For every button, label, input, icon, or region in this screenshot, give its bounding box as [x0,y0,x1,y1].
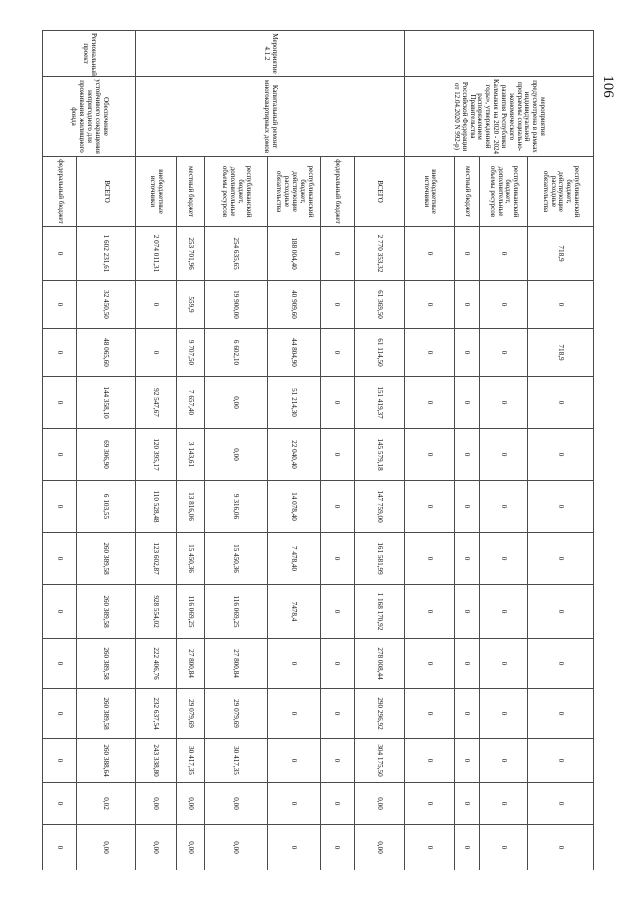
value-cell: 928 554,02 [136,585,177,639]
value-cell: 0 [268,639,320,689]
value-cell: 0 [480,689,528,739]
value-cell: 278 008,44 [354,639,404,689]
value-cell: 29 079,69 [177,689,204,739]
value-cell: 0 [455,227,480,281]
value-cell: 1 602 231,61 [77,227,136,281]
value-cell: 0 [527,825,593,871]
value-cell: 0,00 [354,825,404,871]
value-cell: 30 417,35 [177,739,204,783]
value-cell: 0 [268,689,320,739]
value-cell: 1 168 170,92 [354,585,404,639]
value-cell: 0,00 [204,377,268,429]
table-row [480,31,528,871]
value-cell: 120 395,17 [136,429,177,481]
value-cell: 0 [268,783,320,825]
value-cell: 0,00 [136,825,177,871]
value-cell: 7478,4 [268,585,320,639]
value-cell: 6 103,55 [77,481,136,533]
value-cell: 0 [455,639,480,689]
value-cell: 116 069,25 [177,585,204,639]
value-cell: 243 338,80 [136,739,177,783]
value-cell: 0,00 [204,825,268,871]
table-row [405,31,455,871]
value-cell: 0 [455,533,480,585]
value-cell: 48 065,60 [77,329,136,377]
value-cell: 32 450,50 [77,281,136,329]
value-cell: 7 657,40 [177,377,204,429]
budget-table-wrapper [42,30,594,870]
value-cell: 0 [43,429,77,481]
value-cell: 51 214,30 [268,377,320,429]
value-cell: 0 [480,585,528,639]
value-cell: 0 [527,281,593,329]
value-cell: 0 [320,825,354,871]
value-cell: 0 [405,329,455,377]
source-cell: федеральный бюджет [43,157,77,227]
value-cell: 0 [320,639,354,689]
value-cell: 61 369,50 [354,281,404,329]
value-cell: 0 [527,689,593,739]
table-row [204,31,268,871]
source-cell: федеральный бюджет [320,157,354,227]
value-cell: 0 [480,281,528,329]
budget-table [42,30,594,870]
value-cell: 161 581,99 [354,533,404,585]
value-cell: 30 417,35 [204,739,268,783]
value-cell: 0 [480,783,528,825]
source-cell: республиканский бюджет, действующие расходные обязательства [527,157,593,227]
value-cell: 0 [527,481,593,533]
value-cell: 0 [43,377,77,429]
value-cell: 0 [43,739,77,783]
value-cell: 29 079,69 [204,689,268,739]
page-number: 106 [599,75,616,98]
value-cell: 0 [527,783,593,825]
source-cell: внебюджетные источники [405,157,455,227]
table-row [320,31,354,871]
value-cell: 0 [455,739,480,783]
value-cell: 0,00 [204,429,268,481]
description-cell: Капитальный ремонт многоквартирных домов [136,77,405,157]
value-cell: 7 478,40 [268,533,320,585]
value-cell: 0 [455,825,480,871]
value-cell: 0 [320,585,354,639]
source-cell: ВСЕГО [77,157,136,227]
table-row [354,31,404,871]
value-cell: 40 909,60 [268,281,320,329]
value-cell: 0 [405,639,455,689]
value-cell: 110 528,48 [136,481,177,533]
value-cell: 44 804,90 [268,329,320,377]
value-cell: 0,00 [136,783,177,825]
value-cell: 2 074 011,31 [136,227,177,281]
value-cell: 0 [480,533,528,585]
value-cell: 0 [455,281,480,329]
value-cell: 0 [43,689,77,739]
value-cell: 0,02 [77,783,136,825]
value-cell: 0 [136,329,177,377]
value-cell: 0 [43,783,77,825]
value-cell: 92 547,67 [136,377,177,429]
value-cell: 61 114,50 [354,329,404,377]
value-cell: 2 770 353,32 [354,227,404,281]
source-cell: местный бюджет [177,157,204,227]
value-cell: 14 078,40 [268,481,320,533]
value-cell: 260 389,58 [77,533,136,585]
value-cell: 0 [43,227,77,281]
value-cell: 0 [480,377,528,429]
value-cell: 0 [405,227,455,281]
value-cell: 0 [268,825,320,871]
source-cell: местный бюджет [455,157,480,227]
table-row [527,31,593,871]
value-cell: 19 900,00 [204,281,268,329]
value-cell: 0,00 [204,783,268,825]
value-cell: 0 [455,585,480,639]
value-cell: 0 [405,429,455,481]
value-cell: 0 [455,481,480,533]
value-cell: 0 [43,281,77,329]
table-row [177,31,204,871]
value-cell: 22 040,40 [268,429,320,481]
value-cell: 0 [320,227,354,281]
value-cell: 0 [43,825,77,871]
source-cell: внебюджетные источники [136,157,177,227]
value-cell: 559,9 [177,281,204,329]
value-cell: 0 [405,281,455,329]
value-cell: 232 637,54 [136,689,177,739]
table-row [136,31,177,871]
value-cell: 0 [405,689,455,739]
description-cell: мероприятия предусмотрена в рамках индивидуальной программы социально-экономического развития Республики Калмыкия на 2020 - 2024 годы», утвержденной распоряжением Правительства Российской Федерации от 12.04.2020 N 992-р) [405,77,594,157]
value-cell: 0 [405,481,455,533]
value-cell: 0 [455,783,480,825]
table-row [43,31,77,871]
value-cell: 253 701,96 [177,227,204,281]
value-cell: 0 [527,585,593,639]
value-cell: 0 [405,825,455,871]
value-cell: 718,9 [527,227,593,281]
value-cell: 0 [43,533,77,585]
value-cell: 9 707,50 [177,329,204,377]
value-cell: 0 [480,825,528,871]
value-cell: 0 [480,227,528,281]
value-cell: 260 388,64 [77,739,136,783]
value-cell: 144 358,10 [77,377,136,429]
value-cell: 3 143,61 [177,429,204,481]
value-cell: 0 [527,739,593,783]
value-cell: 0 [480,481,528,533]
value-cell: 0 [320,329,354,377]
value-cell: 0 [527,533,593,585]
value-cell: 188 004,40 [268,227,320,281]
value-cell: 145 579,18 [354,429,404,481]
value-cell: 0 [480,329,528,377]
value-cell: 0 [136,281,177,329]
value-cell: 15 450,36 [177,533,204,585]
value-cell: 0 [455,377,480,429]
value-cell: 147 759,00 [354,481,404,533]
value-cell: 0 [405,783,455,825]
value-cell: 0 [320,377,354,429]
value-cell: 254 635,65 [204,227,268,281]
value-cell: 0 [455,429,480,481]
value-cell: 260 389,58 [77,689,136,739]
value-cell: 123 602,87 [136,533,177,585]
value-cell: 0 [320,281,354,329]
value-cell: 222 406,76 [136,639,177,689]
value-cell: 0 [455,689,480,739]
value-cell: 290 296,92 [354,689,404,739]
value-cell: 0 [320,533,354,585]
value-cell: 151 419,37 [354,377,404,429]
description-cell: Обеспечение устойчивого сокращения непригодного для проживания жилищного фонда [43,77,136,157]
value-cell: 0 [43,481,77,533]
source-cell: республиканский бюджет, дополнительные объемы ресурсов [480,157,528,227]
value-cell: 718,9 [527,329,593,377]
rotated-page [42,30,594,870]
value-cell: 13 816,06 [177,481,204,533]
value-cell: 27 800,84 [204,639,268,689]
value-cell: 0 [320,739,354,783]
value-cell: 9 316,06 [204,481,268,533]
value-cell: 0,00 [177,825,204,871]
value-cell: 0 [405,585,455,639]
value-cell: 0 [455,329,480,377]
source-cell: республиканский бюджет, действующие расходные обязательства [268,157,320,227]
value-cell: 260 389,58 [77,585,136,639]
value-cell: 69 306,90 [77,429,136,481]
source-cell: республиканский бюджет, дополнительные объемы ресурсов [204,157,268,227]
value-cell: 0 [405,377,455,429]
table-row [77,31,136,871]
value-cell: 27 800,84 [177,639,204,689]
value-cell: 0 [43,585,77,639]
value-cell: 0 [480,739,528,783]
value-cell: 0 [320,689,354,739]
value-cell: 0,00 [354,783,404,825]
value-cell: 0 [527,377,593,429]
value-cell: 116 069,25 [204,585,268,639]
value-cell: 0 [480,639,528,689]
value-cell: 6 602,10 [204,329,268,377]
value-cell: 15 450,36 [204,533,268,585]
source-cell: ВСЕГО [354,157,404,227]
value-cell: 0 [527,639,593,689]
value-cell: 0 [405,533,455,585]
value-cell: 0 [320,783,354,825]
value-cell: 0 [320,481,354,533]
activity-cell [405,31,594,77]
value-cell: 0 [268,739,320,783]
value-cell: 0 [480,429,528,481]
activity-cell: Региональный проект [43,31,136,77]
value-cell: 0 [43,329,77,377]
value-cell: 0 [527,429,593,481]
activity-cell: Мероприятие 4.1.2 [136,31,405,77]
value-cell: 0,00 [77,825,136,871]
value-cell: 260 389,58 [77,639,136,689]
table-row [268,31,320,871]
value-cell: 304 175,50 [354,739,404,783]
table-row [455,31,480,871]
value-cell: 0,00 [177,783,204,825]
value-cell: 0 [43,639,77,689]
value-cell: 0 [320,429,354,481]
value-cell: 0 [405,739,455,783]
table-body [43,31,594,871]
